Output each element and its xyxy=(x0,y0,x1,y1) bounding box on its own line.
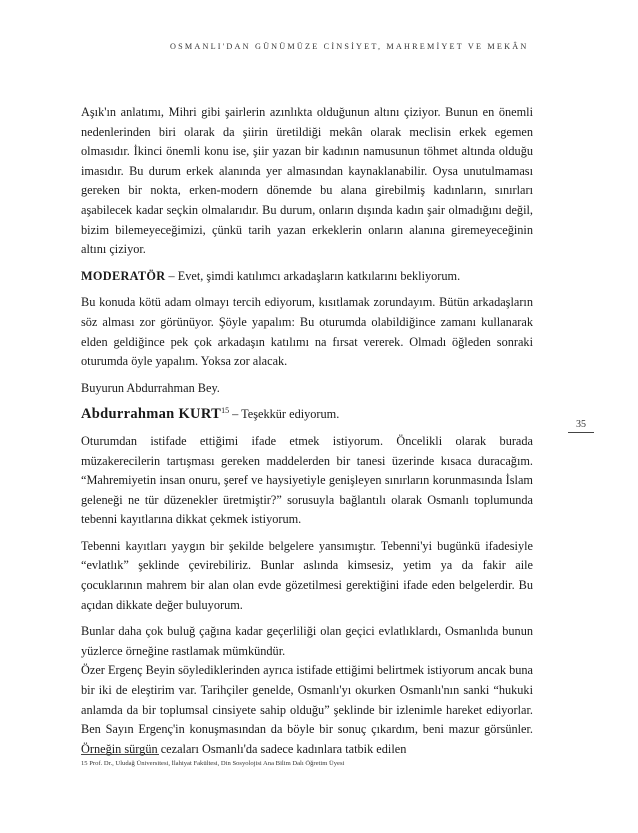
footnote: 15 Prof. Dr., Uludağ Üniversitesi, İlahiyat Fakültesi, Din Sosyolojisi Ana Bilim Dalı Öğretim Üyesi xyxy=(81,760,345,767)
paragraph: Tebenni kayıtları yaygın bir şekilde belgelere yansımıştır. Tebenni'yi bugünkü ifadesiyle “evlatlık” şeklinde çevirebiliriz. Bunlar aslında kimsesiz, yetim ya da fakir aile çocuklarının mahrem bir alan olan evde gözetilmesi gerektiğini ifade eden belgelerdir. Bu açıdan dikkate değer buluyorum. xyxy=(81,538,533,612)
speaker-name: Abdurrahman KURT xyxy=(81,406,222,423)
paragraph: Özer Ergenç Beyin söylediklerinden ayrıca istifade ettiğimi belirtmek istiyorum ancak buna bir iki de eleştirim var. Tarihçiler genelde, Osmanlı'yı okurken Osmanlı'nın sanki “hukuki anlamda da bir toplumsal cinsiyete sahip olduğu” şeklinde bir izlenimle hareket ediyorlar. Ben Sayın Ergenç'in konuşmasından da böyle bir sonuç çıkardım, beni mazur görsünler. Örneğin sürgün cezaları Osmanlı'da sadece kadınlara tatbik edilen xyxy=(81,663,533,756)
moderator-paragraph xyxy=(81,267,533,287)
footnote-ref: 15 xyxy=(221,406,230,416)
speaker-name: MODERATÖR xyxy=(81,268,166,283)
speaker-text: – Teşekkür ediyorum. xyxy=(229,407,340,422)
speaker-text: – Evet, şimdi katılımcı arkadaşların katkılarını bekliyorum. xyxy=(165,268,461,283)
paragraph: Bunlar daha çok buluğ çağına kadar geçerliliği olan geçici evlatlıklardı, Osmanlıda bunun yüzlerce örneğine rastlamak mümkündür. xyxy=(81,624,533,658)
paragraph: Aşık'ın anlatımı, Mihri gibi şairlerin azınlıkta olduğunun altını çiziyor. Bunun en önemli nedenlerinden biri olarak da şiirin üretildiği mekân olarak meclisin erkek egemen olmasıdır. İkinci önemli konu ise, şiir yazan bir kadının namusunun töhmet altında olduğu imasıdır. Bu durum erkek alanında yer almasından kaynaklanabilir. Oysa unutulmaması gereken bir nokta, erken-modern dönemde bu alana girebilmiş kadınların, sınırları aşabilecek kadar seçkin olmalarıdır. Bu durum, onların dışında kadın şair olmadığını değil, bizim bilemeyeceğimizi, çünkü tarih yazan erkeklerin onların alanına giremeyeceğinin altını çiziyor. xyxy=(81,105,533,257)
paragraph: Oturumdan istifade ettiğimi ifade etmek istiyorum. Öncelikli olarak burada müzakerecilerin tartışması gereken maddelerden bir tanesi üzerinde kısaca duracağım. “Mahremiyetin insan onuru, şeref ve haysiyetiyle genişleyen sınırların korunmasında İslam geleneği ne tür düzenekler üretmiştir?” sorusuyla bağlantılı olarak Osmanlı toplumunda tebenni kayıtlarına dikkat çekmek istiyorum. xyxy=(81,433,533,527)
running-header: OSMANLI'DAN GÜNÜMÜZE CİNSİYET, MAHREMİYET VE MEKÂN xyxy=(170,42,529,51)
paragraph: Buyurun Abdurrahman Bey. xyxy=(81,380,220,395)
page-number-rule xyxy=(568,432,594,433)
footnote-divider xyxy=(81,754,159,755)
body-text xyxy=(81,103,533,766)
speaker-paragraph xyxy=(81,405,533,425)
page-number: 35 xyxy=(576,419,586,430)
paragraph: Bu konuda kötü adam olmayı tercih ediyorum, kısıtlamak zorundayım. Bütün arkadaşların söz alması zor görünüyor. Şöyle yapalım: Bu oturumda olabildiğince zamanı kullanarak elden geldiğince pek çok arkadaşın katılımı na fırsat vererek. Olmadı öğleden sonraki oturumda öyle yapalım. Yoksa zor alacak. xyxy=(81,295,533,369)
